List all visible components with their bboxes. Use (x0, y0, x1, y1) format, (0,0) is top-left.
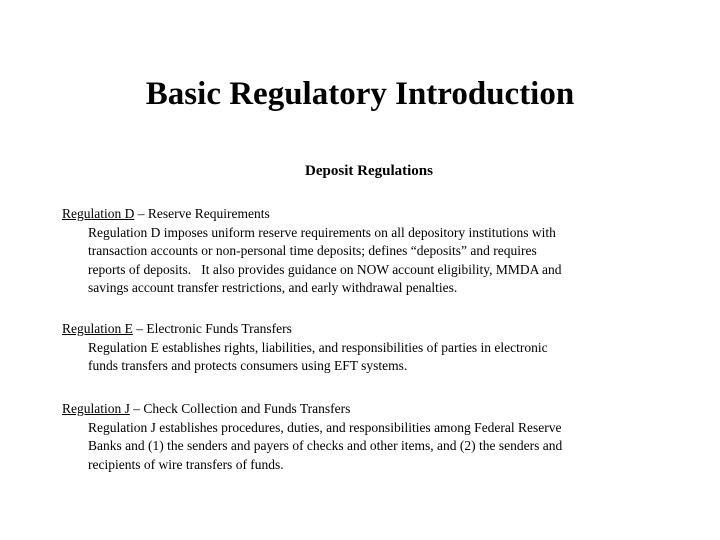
regulation-description (62, 224, 662, 298)
regulation-block-d (62, 205, 662, 298)
heading-separator: – (129, 401, 144, 416)
regulation-name: Electronic Funds Transfers (146, 321, 292, 336)
regulation-block-e (62, 320, 662, 376)
regulation-name: Reserve Requirements (147, 206, 270, 221)
regulation-code: Regulation E (62, 321, 133, 336)
description-line: reports of deposits. It also provides guidance on NOW account eligibility, MMDA and (88, 261, 562, 277)
heading-separator: – (132, 321, 147, 336)
description-line: transaction accounts or non-personal time deposits; defines “deposits” and requires (88, 243, 537, 259)
regulation-code: Regulation D (62, 206, 135, 221)
section-subtitle: Deposit Regulations (305, 163, 433, 179)
description-line: funds transfers and protects consumers using EFT systems. (88, 358, 408, 374)
regulation-block-j (62, 400, 662, 474)
description-line: Regulation J establishes procedures, duties, and responsibilities among Federal Reserve (88, 419, 562, 435)
regulation-description (62, 419, 662, 475)
description-line: Regulation E establishes rights, liabilities, and responsibilities of parties in electronic (88, 339, 548, 355)
description-line: recipients of wire transfers of funds. (88, 456, 284, 472)
regulation-heading (62, 400, 662, 419)
regulation-description (62, 339, 662, 376)
description-line: Banks and (1) the senders and payers of checks and other items, and (2) the senders and (88, 438, 563, 454)
regulation-code: Regulation J (62, 401, 130, 416)
regulation-heading (62, 205, 662, 224)
description-line: Regulation D imposes uniform reserve requirements on all depository institutions with (88, 224, 556, 240)
regulation-name: Check Collection and Funds Transfers (143, 401, 351, 416)
page-title: Basic Regulatory Introduction (145, 76, 575, 112)
heading-separator: – (134, 206, 148, 221)
description-line: savings account transfer restrictions, and early withdrawal penalties. (88, 280, 458, 296)
regulation-heading (62, 320, 662, 339)
